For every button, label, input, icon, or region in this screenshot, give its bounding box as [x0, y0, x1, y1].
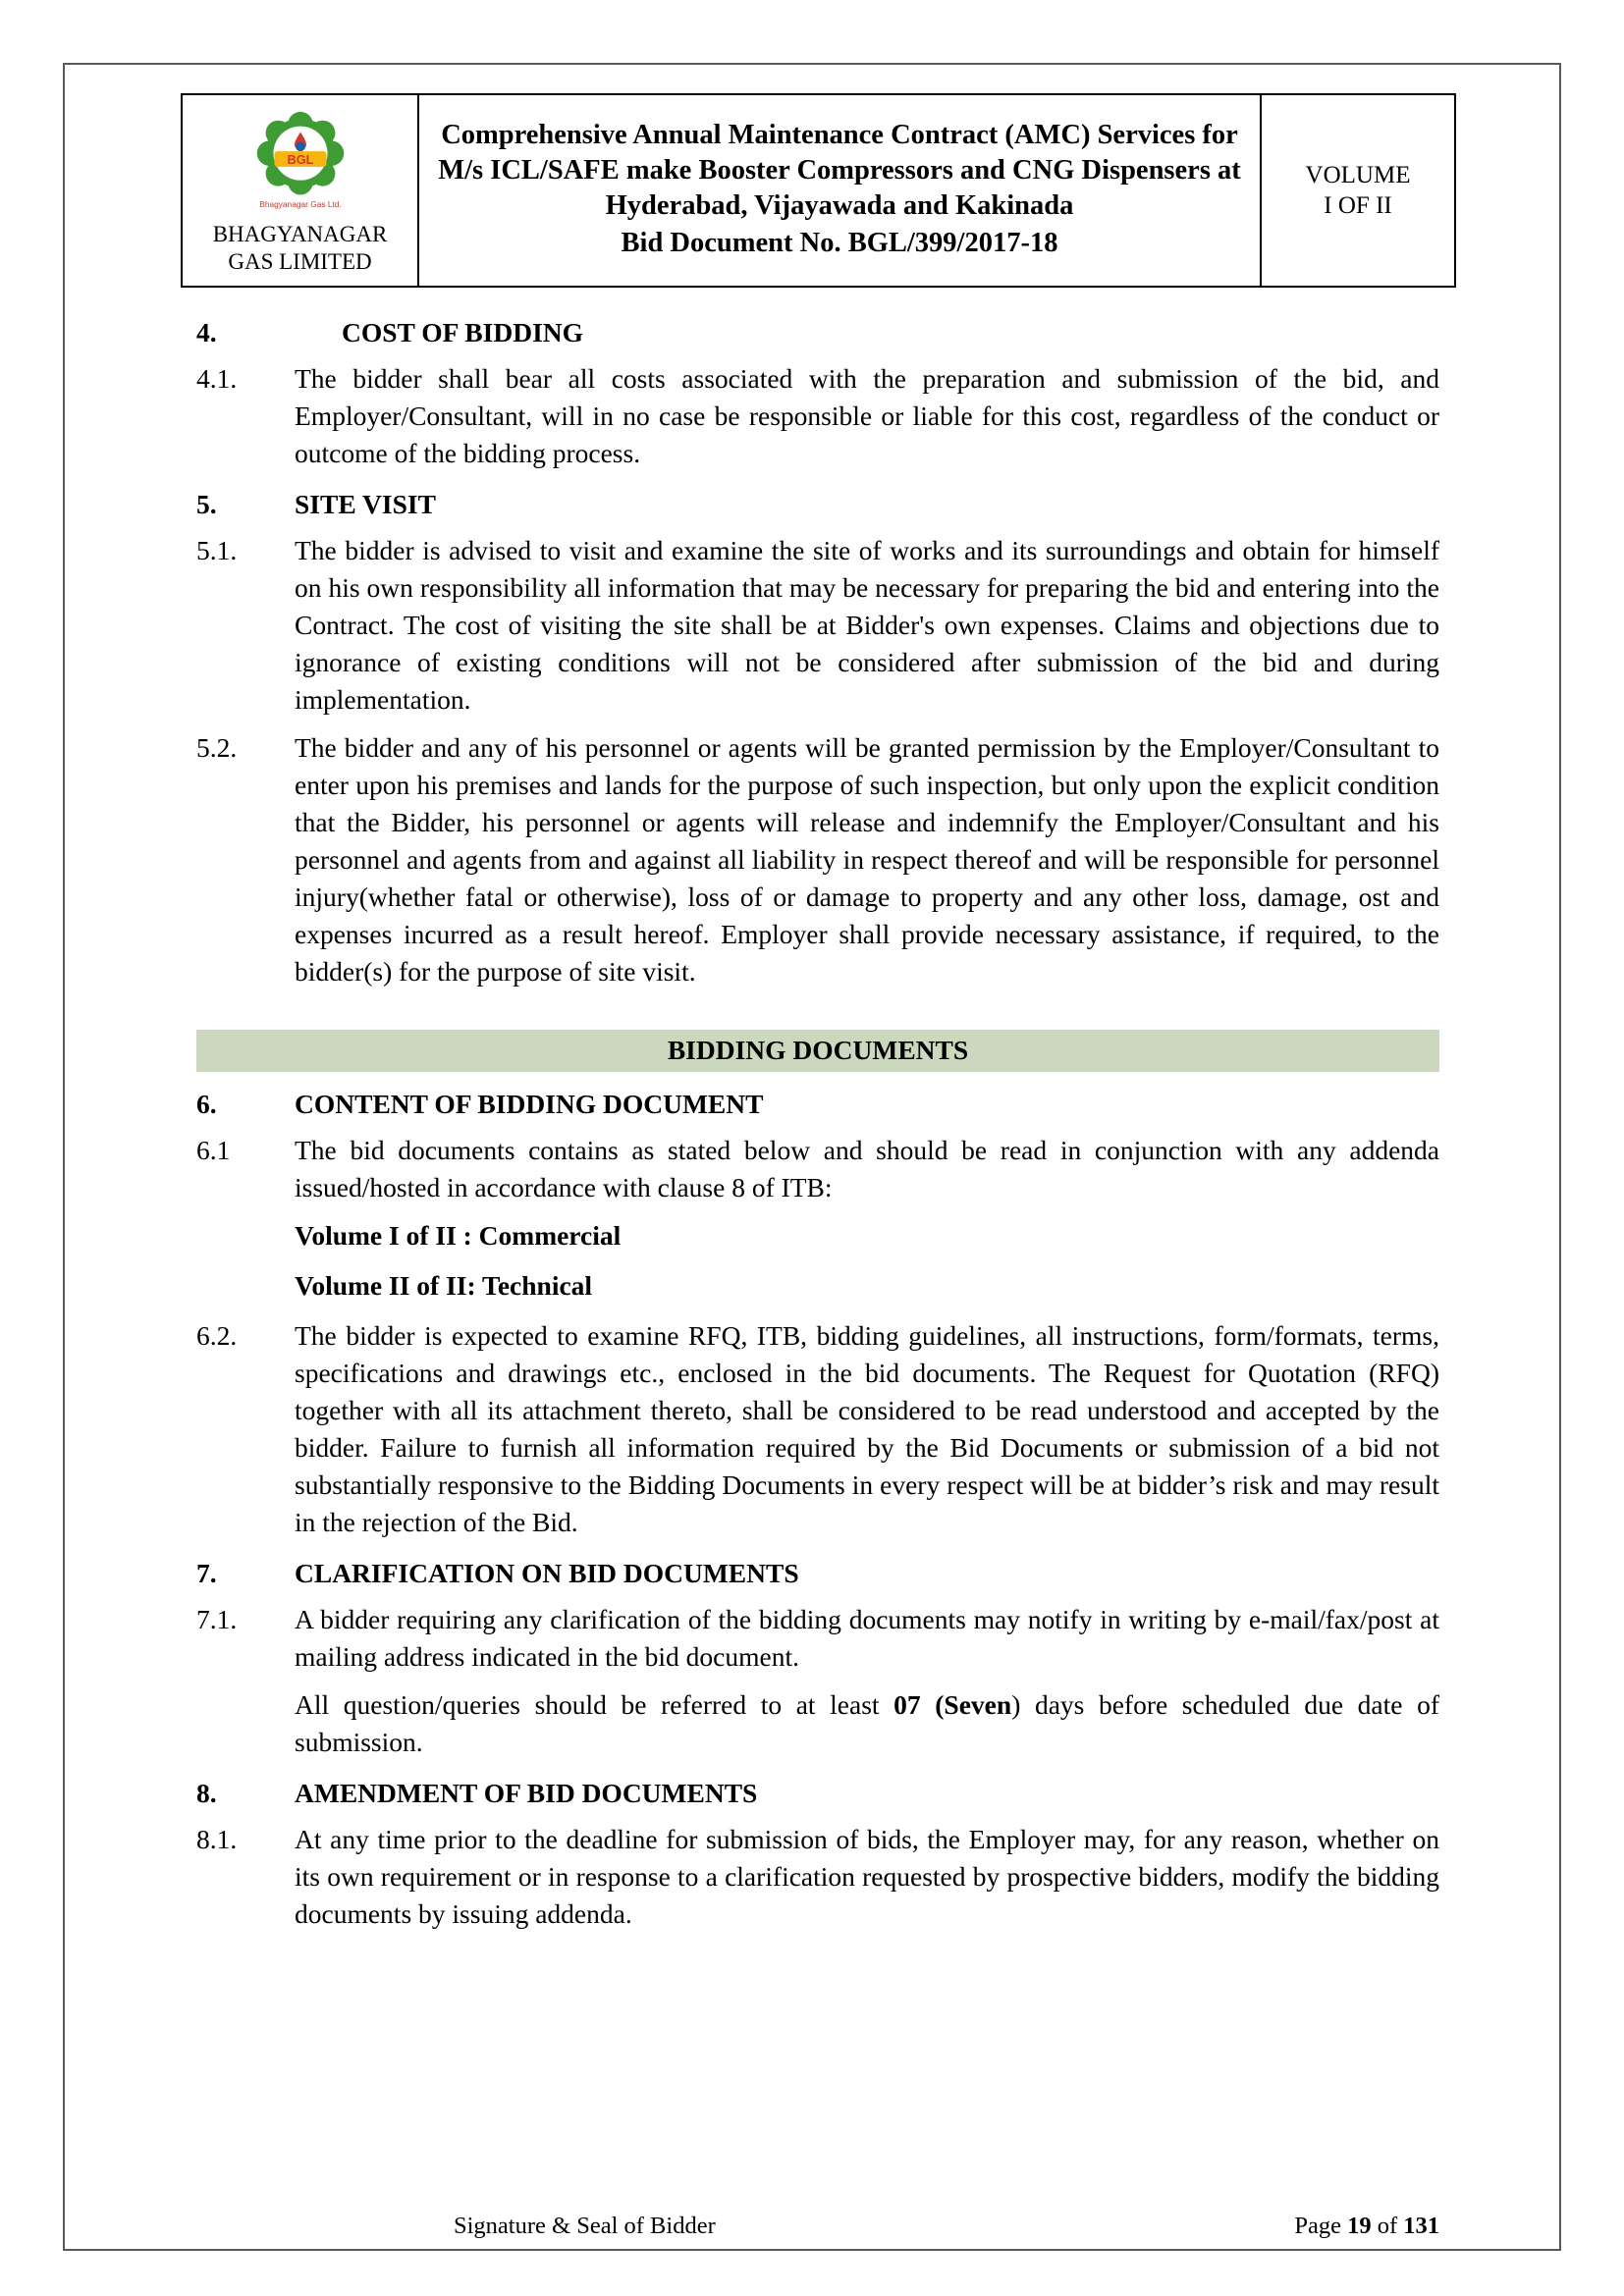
logo-cell [183, 95, 419, 286]
clause-8-1-paragraph [196, 1821, 1439, 1933]
clause-7-1-paragraph [196, 1601, 1439, 1676]
clause-number: 5.2. [196, 732, 238, 763]
volume-line1: VOLUME [1305, 162, 1411, 188]
clause-text: The bidder is expected to examine RFQ, ITB, bidding guidelines, all instructions, form/formats, terms, specifications and drawings etc., enclosed in the bid documents. The Request for Quotation (RFQ) together with all its attachment thereto, shall be considered to be read understood and accepted by the bidder. Failure to furnish all information required by the Bid Documents or submission of a bid not substantially responsive to the Bidding Documents in every respect will be at bidder’s risk and may result in the rejection of the Bid. [295, 1320, 1439, 1537]
volume-commercial-line [196, 1217, 1439, 1255]
clause-title: SITE VISIT [295, 489, 436, 519]
clause-title: CLARIFICATION ON BID DOCUMENTS [295, 1558, 799, 1588]
volume-line-text: Volume II of II: Technical [295, 1270, 593, 1301]
document-body [196, 314, 1439, 1944]
logo-caption: Bhagyanagar Gas Ltd. [258, 199, 342, 210]
volume-technical-line [196, 1267, 1439, 1305]
clause-number: 8.1. [196, 1824, 238, 1854]
clause-4-1-paragraph [196, 360, 1439, 472]
clause-number: 5.1. [196, 535, 238, 565]
organization-name [213, 221, 388, 276]
clause-number: 7.1. [196, 1604, 238, 1634]
total-page-count: 131 [1403, 2213, 1439, 2239]
title-cell [419, 95, 1262, 286]
org-name-line2: GAS LIMITED [228, 249, 372, 274]
org-name-line1: BHAGYANAGAR [212, 222, 388, 246]
signature-seal-label: Signature & Seal of Bidder [454, 2213, 716, 2239]
page-number-info: Page 19 of 131 [1294, 2213, 1439, 2239]
clause-6-1-paragraph [196, 1132, 1439, 1206]
clause-4-heading [196, 314, 1439, 351]
clause-number: 8. [196, 1778, 217, 1808]
page-footer [196, 2213, 1439, 2240]
bgl-logo-icon [243, 103, 358, 219]
bidding-documents-banner [196, 1030, 1439, 1072]
clause-7-1-continuation [196, 1686, 1439, 1761]
clause-title: CONTENT OF BIDDING DOCUMENT [295, 1089, 764, 1119]
clause-7-heading [196, 1555, 1439, 1592]
clause-text: A bidder requiring any clarification of the bidding documents may notify in writing by e-mail/fax/post at mailing address indicated in the bid document. [295, 1604, 1439, 1672]
clause-number: 4. [196, 317, 217, 347]
clause-5-heading [196, 486, 1439, 523]
clause-5-1-paragraph [196, 532, 1439, 719]
logo-acronym: BGL [287, 151, 313, 167]
clause-text: The bidder shall bear all costs associated with the preparation and submission of the bid, and Employer/Consultant, will in no case be responsible or liable for this cost, regardless of the conduct or outcome of the bidding process. [295, 363, 1439, 468]
volume-line2: I OF II [1324, 192, 1392, 219]
clause-number: 5. [196, 489, 217, 519]
volume-line-text: Volume I of II : Commercial [295, 1220, 622, 1251]
bold-days-notice: 07 (Seven [893, 1689, 1012, 1720]
clause-5-2-paragraph [196, 729, 1439, 990]
clause-number: 6. [196, 1089, 217, 1119]
header-table [181, 93, 1456, 288]
clause-number: 4.1. [196, 363, 238, 394]
clause-text: The bidder and any of his personnel or agents will be granted permission by the Employer/Consultant to enter upon his premises and lands for the purpose of such inspection, but only upon the explicit condition that the Bidder, his personnel or agents will release and indemnify the Employer/Consultant and his personnel and agents from and against all liability in respect thereof and will be responsible for personnel injury(whether fatal or otherwise), loss of or damage to property and any other loss, damage, ost and expenses incurred as a result hereof. Employer shall provide necessary assistance, if required, to the bidder(s) for the purpose of site visit. [295, 732, 1439, 987]
clause-8-heading [196, 1775, 1439, 1812]
clause-text: The bid documents contains as stated below and should be read in conjunction with any addenda issued/hosted in accordance with clause 8 of ITB: [295, 1135, 1439, 1202]
document-title: Comprehensive Annual Maintenance Contract (AMC) Services for M/s ICL/SAFE make Booster Compressors and CNG Dispensers at Hyderabad, Vijayawada and Kakinada [438, 120, 1241, 221]
clause-text: All question/queries should be referred to at least 07 (Seven) days before scheduled due date of submission. [295, 1689, 1439, 1757]
clause-number: 6.2. [196, 1320, 238, 1351]
clause-title: AMENDMENT OF BID DOCUMENTS [295, 1778, 758, 1808]
clause-number: 7. [196, 1558, 217, 1588]
banner-title: BIDDING DOCUMENTS [667, 1035, 969, 1065]
clause-text: At any time prior to the deadline for submission of bids, the Employer may, for any reason, whether on its own requirement or in response to a clarification requested by prospective bidders, modify the bidding documents by issuing addenda. [295, 1824, 1439, 1929]
clause-text: The bidder is advised to visit and examine the site of works and its surroundings and obtain for himself on his own responsibility all information that may be necessary for preparing the bid and entering into the Contract. The cost of visiting the site shall be at Bidder's own expenses. Claims and objections due to ignorance of existing conditions will not be considered after submission of the bid and during implementation. [295, 535, 1439, 715]
clause-6-2-paragraph [196, 1317, 1439, 1541]
clause-6-heading [196, 1086, 1439, 1123]
clause-title: COST OF BIDDING [342, 317, 584, 347]
volume-cell [1262, 95, 1454, 286]
current-page-number: 19 [1347, 2213, 1372, 2239]
clause-number: 6.1 [196, 1135, 231, 1165]
bid-document-number: Bid Document No. BGL/399/2017-18 [621, 228, 1058, 258]
